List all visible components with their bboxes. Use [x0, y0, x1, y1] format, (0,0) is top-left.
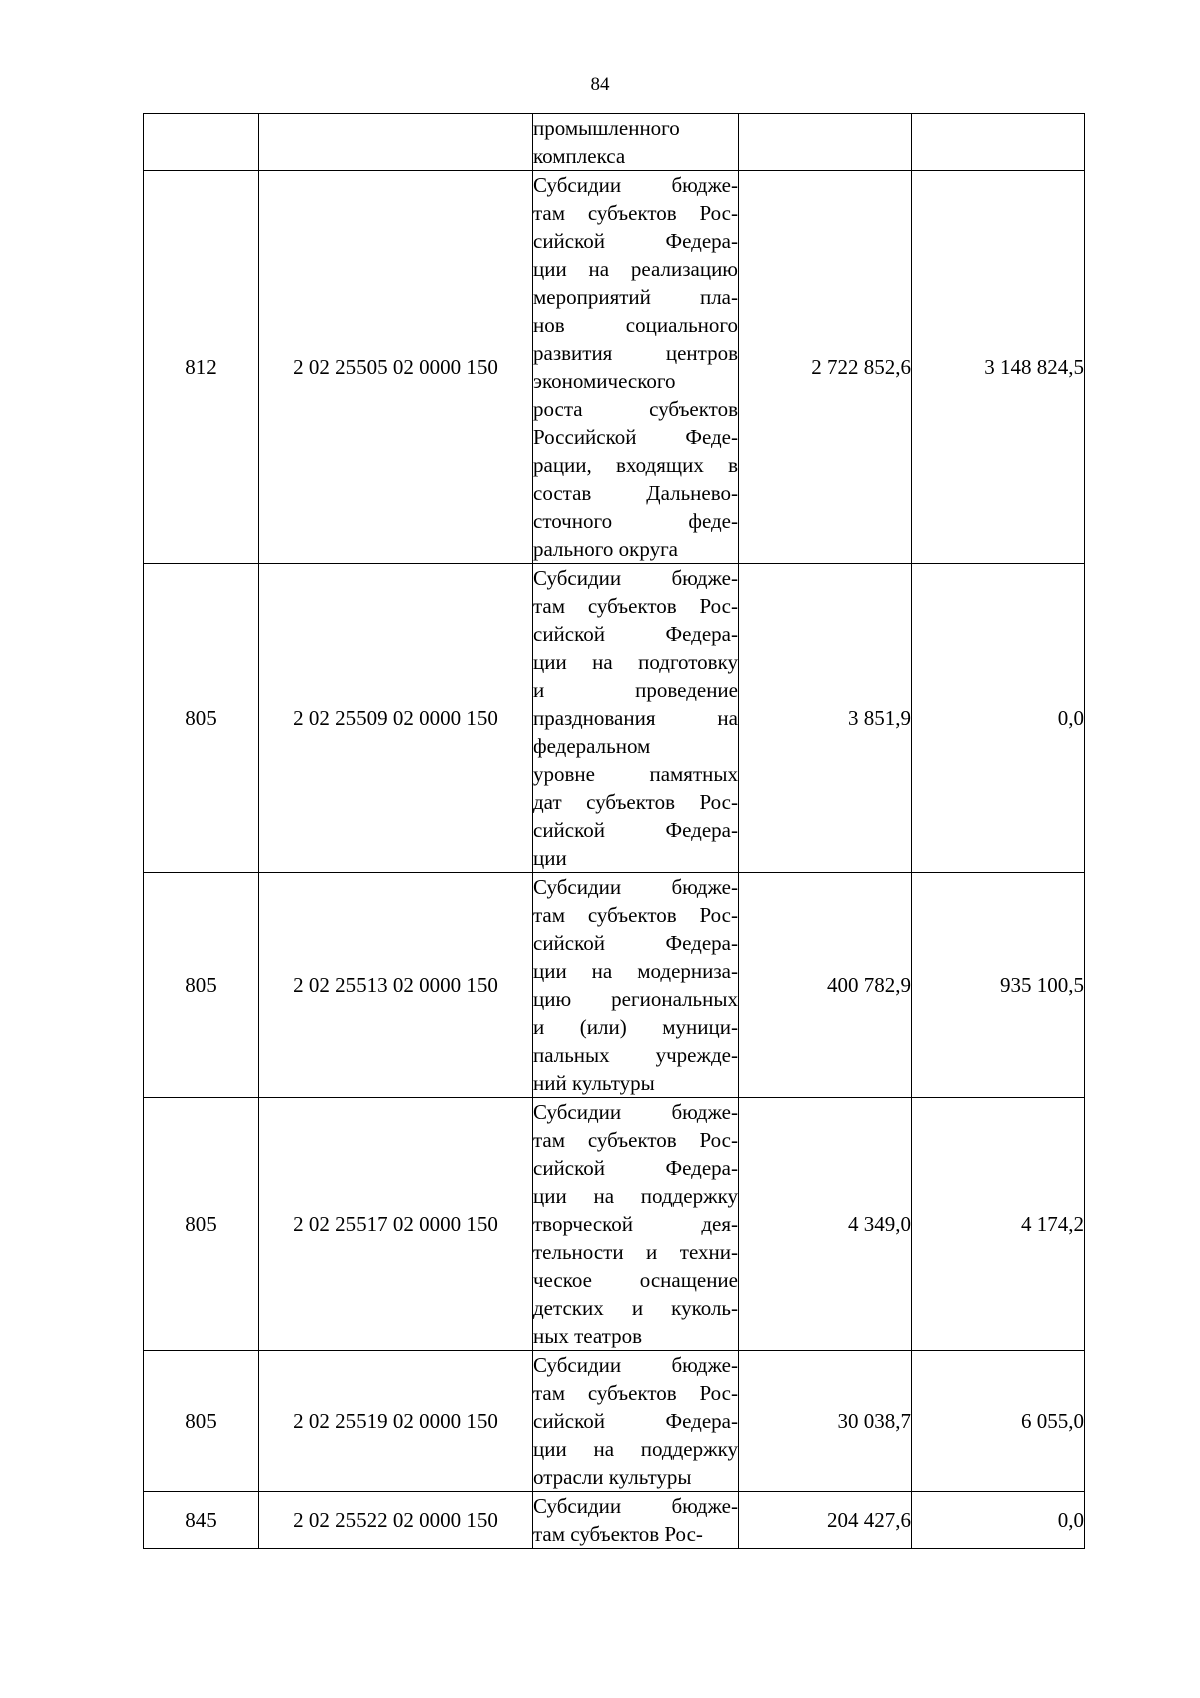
income-name-line: там субъектов Рос- [533, 903, 738, 927]
budget-table-body [144, 114, 1085, 1549]
income-name-line: ний культуры [533, 1071, 655, 1095]
amount-year-1-cell [739, 114, 912, 171]
income-name-line: состав Дальнево- [533, 481, 738, 505]
budget-code-cell: 2 02 25513 02 0000 150 [259, 873, 533, 1098]
income-name-line: роста субъектов [533, 397, 738, 421]
income-name-line: Российской Феде- [533, 425, 738, 449]
income-name-line: там субъектов Рос- [533, 1522, 703, 1546]
income-name-line: уровне памятных [533, 762, 738, 786]
income-name-line: дат субъектов Рос- [533, 790, 738, 814]
budget-code-cell: 2 02 25519 02 0000 150 [259, 1351, 533, 1492]
amount-year-1-cell: 30 038,7 [739, 1351, 912, 1492]
admin-code-cell: 805 [144, 873, 259, 1098]
admin-code-cell: 845 [144, 1492, 259, 1549]
income-name-cell [533, 114, 739, 171]
income-name-line: тельности и техни- [533, 1240, 738, 1264]
amount-year-2-cell: 935 100,5 [912, 873, 1085, 1098]
income-name-line: сийской Федера- [533, 1409, 738, 1433]
amount-year-1-cell: 204 427,6 [739, 1492, 912, 1549]
table-row [144, 1098, 1085, 1351]
amount-year-2-cell: 0,0 [912, 564, 1085, 873]
income-name-line: рации, входящих в [533, 453, 738, 477]
income-name-line: сийской Федера- [533, 931, 738, 955]
income-name-line: Субсидии бюдже- [533, 1100, 738, 1124]
income-name-line: Субсидии бюдже- [533, 566, 738, 590]
income-name-line: и (или) муници- [533, 1015, 738, 1039]
amount-year-1-cell: 2 722 852,6 [739, 171, 912, 564]
income-name-cell [533, 564, 739, 873]
income-name-line: пальных учрежде- [533, 1043, 738, 1067]
income-name-line: комплекса [533, 144, 626, 168]
table-row [144, 1492, 1085, 1549]
amount-year-2-cell: 3 148 824,5 [912, 171, 1085, 564]
income-name-cell [533, 1492, 739, 1549]
income-name-line: детских и куколь- [533, 1296, 738, 1320]
income-name-cell [533, 1098, 739, 1351]
income-name-line: празднования на [533, 706, 738, 730]
amount-year-2-cell: 4 174,2 [912, 1098, 1085, 1351]
income-name-line: ции на реализацию [533, 257, 738, 281]
income-name-line: экономического [533, 369, 676, 393]
table-row [144, 564, 1085, 873]
income-name-line: нов социального [533, 313, 738, 337]
amount-year-2-cell: 6 055,0 [912, 1351, 1085, 1492]
budget-code-cell: 2 02 25522 02 0000 150 [259, 1492, 533, 1549]
income-name-line: там субъектов Рос- [533, 1381, 738, 1405]
income-name-line: сийской Федера- [533, 229, 738, 253]
page-number: 84 [590, 74, 610, 95]
income-name-line: там субъектов Рос- [533, 201, 738, 225]
budget-table [143, 113, 1085, 1549]
income-name-line: цию региональных [533, 987, 738, 1011]
table-row [144, 1351, 1085, 1492]
income-name-line: развития центров [533, 341, 738, 365]
admin-code-cell: 805 [144, 564, 259, 873]
amount-year-1-cell: 4 349,0 [739, 1098, 912, 1351]
income-name-line: ции на подготовку [533, 650, 738, 674]
income-name-line: ции на модерниза- [533, 959, 738, 983]
income-name-line: промышленного [533, 116, 680, 140]
income-name-line: ческое оснащение [533, 1268, 738, 1292]
income-name-line: рального округа [533, 537, 679, 561]
admin-code-cell: 812 [144, 171, 259, 564]
income-name-line: отрасли культуры [533, 1465, 692, 1489]
budget-code-cell: 2 02 25517 02 0000 150 [259, 1098, 533, 1351]
amount-year-1-cell: 3 851,9 [739, 564, 912, 873]
income-name-cell [533, 1351, 739, 1492]
admin-code-cell: 805 [144, 1098, 259, 1351]
income-name-line: сийской Федера- [533, 622, 738, 646]
income-name-line: сточного феде- [533, 509, 738, 533]
income-name-line: творческой дея- [533, 1212, 738, 1236]
budget-code-cell: 2 02 25505 02 0000 150 [259, 171, 533, 564]
income-name-line: Субсидии бюдже- [533, 1494, 738, 1518]
income-name-cell [533, 873, 739, 1098]
income-name-line: Субсидии бюдже- [533, 875, 738, 899]
table-row [144, 873, 1085, 1098]
income-name-line: Субсидии бюдже- [533, 1353, 738, 1377]
income-name-line: там субъектов Рос- [533, 1128, 738, 1152]
income-name-line: ции на поддержку [533, 1437, 738, 1461]
income-name-line: ных театров [533, 1324, 642, 1348]
income-name-cell [533, 171, 739, 564]
income-name-line: там субъектов Рос- [533, 594, 738, 618]
table-row [144, 114, 1085, 171]
admin-code-cell [144, 114, 259, 171]
budget-code-cell [259, 114, 533, 171]
budget-code-cell: 2 02 25509 02 0000 150 [259, 564, 533, 873]
amount-year-1-cell: 400 782,9 [739, 873, 912, 1098]
income-name-line: федеральном [533, 734, 651, 758]
income-name-line: ции [533, 846, 567, 870]
admin-code-cell: 805 [144, 1351, 259, 1492]
income-name-line: мероприятий пла- [533, 285, 738, 309]
income-name-line: и проведение [533, 678, 738, 702]
income-name-line: Субсидии бюдже- [533, 173, 738, 197]
table-row [144, 171, 1085, 564]
amount-year-2-cell: 0,0 [912, 1492, 1085, 1549]
amount-year-2-cell [912, 114, 1085, 171]
income-name-line: ции на поддержку [533, 1184, 738, 1208]
income-name-line: сийской Федера- [533, 1156, 738, 1180]
income-name-line: сийской Федера- [533, 818, 738, 842]
